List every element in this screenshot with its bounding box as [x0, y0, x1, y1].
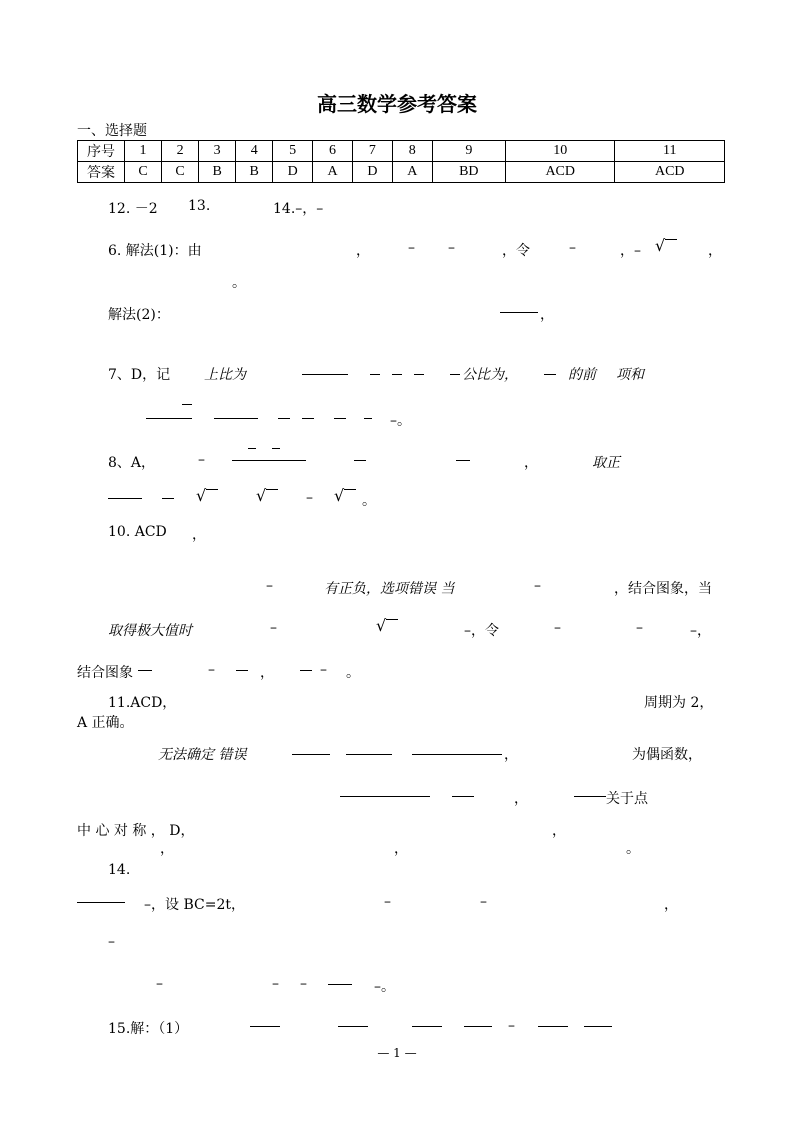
table-cell: 6 — [313, 141, 353, 162]
sqrt-symbol: √ — [196, 486, 218, 505]
text-fragment: ， — [260, 665, 274, 681]
text-fragment: – — [306, 490, 313, 506]
fraction-bar — [182, 404, 192, 405]
text-fragment: – — [480, 894, 487, 910]
text-fragment: ， — [514, 791, 528, 807]
text-fragment: – — [384, 894, 391, 910]
text-fragment: ，令 — [502, 243, 530, 259]
text-fragment: 项和 — [616, 367, 644, 383]
fraction-bar — [108, 498, 142, 499]
fraction-bar — [364, 418, 372, 419]
text-fragment: – — [266, 578, 273, 594]
text-fragment: ， — [552, 823, 566, 839]
section-heading: 一、选择题 — [77, 123, 147, 139]
fraction-bar — [138, 670, 152, 671]
answer-line: 15.解：（1） — [108, 1021, 189, 1037]
fraction-bar — [412, 1026, 442, 1027]
table-cell: 1 — [125, 141, 162, 162]
fraction-bar — [452, 796, 474, 797]
fraction-bar — [544, 374, 556, 375]
table-cell: ACD — [505, 162, 615, 183]
fraction-bar — [214, 418, 258, 419]
fraction-bar — [162, 498, 174, 499]
text-fragment: – — [408, 240, 415, 256]
answer-line: 11.ACD， — [108, 695, 177, 711]
fraction-bar — [334, 418, 346, 419]
table-cell: C — [125, 162, 162, 183]
table-cell: BD — [432, 162, 505, 183]
table-cell: A — [313, 162, 353, 183]
table-cell: 5 — [273, 141, 313, 162]
text-fragment: –，设 BC=2t， — [144, 897, 245, 913]
sqrt-symbol: √ — [334, 486, 356, 505]
fraction-bar — [272, 448, 280, 449]
text-fragment: 。 — [346, 665, 360, 681]
text-fragment: 上比为 — [204, 367, 246, 383]
text-fragment: – — [272, 976, 279, 992]
text-fragment: – — [300, 976, 307, 992]
text-fragment: – — [636, 620, 643, 636]
table-cell: 9 — [432, 141, 505, 162]
text-fragment: 关于点 — [606, 791, 648, 807]
fraction-bar — [464, 1026, 492, 1027]
text-fragment: ， — [708, 243, 722, 259]
table-cell: B — [236, 162, 273, 183]
fraction-bar — [300, 670, 312, 671]
text-fragment: –， — [690, 623, 711, 639]
text-fragment: 无法确定 错误 — [158, 747, 247, 763]
fraction-bar — [292, 754, 330, 755]
fraction-bar — [232, 460, 306, 461]
table-cell: D — [352, 162, 392, 183]
text-fragment: – — [508, 1018, 515, 1034]
answer-line: 7、D，记 — [108, 367, 171, 383]
text-fragment: –，令 — [464, 623, 499, 639]
fraction-bar — [500, 312, 538, 313]
fraction-bar — [340, 796, 430, 797]
text-fragment: 有正负，选项错误 当 — [324, 581, 455, 597]
text-fragment: – — [554, 620, 561, 636]
text-fragment: ，– — [620, 243, 641, 259]
text-fragment: – — [569, 240, 576, 256]
text-fragment: 取正 — [592, 455, 620, 471]
answer-line: 14. — [108, 862, 131, 878]
sqrt-symbol: √ — [655, 236, 677, 255]
text-fragment: 中 心 对 称 ， D， — [77, 823, 195, 839]
page-number: — 1 — — [377, 1046, 417, 1060]
answer-line: 12. －2 — [108, 201, 158, 217]
fraction-bar — [538, 1026, 568, 1027]
fraction-bar — [248, 448, 256, 449]
text-fragment: 的前 — [568, 367, 596, 383]
text-fragment: ， — [524, 455, 538, 471]
table-row — [78, 162, 725, 183]
table-cell: 7 — [352, 141, 392, 162]
sqrt-symbol: √ — [376, 616, 398, 635]
text-fragment: –。 — [374, 979, 395, 995]
sqrt-symbol: √ — [256, 486, 278, 505]
text-fragment: ， — [394, 841, 408, 857]
text-fragment: 。 — [626, 841, 640, 857]
text-fragment: 。 — [232, 275, 246, 291]
table-cell: 4 — [236, 141, 273, 162]
fraction-bar — [250, 1026, 280, 1027]
table-cell: 10 — [505, 141, 615, 162]
text-fragment: – — [156, 976, 163, 992]
text-fragment: ， — [504, 747, 518, 763]
table-cell: 8 — [392, 141, 432, 162]
fraction-bar — [354, 460, 366, 461]
answer-line: 解法(2)： — [108, 307, 170, 323]
text-fragment: 取得极大值时 — [108, 623, 192, 639]
text-fragment: –。 — [390, 413, 411, 429]
text-fragment: – — [208, 662, 215, 678]
fraction-bar — [392, 374, 402, 375]
text-fragment: ， — [356, 243, 370, 259]
answer-line: 14.–，– — [273, 201, 324, 217]
text-fragment: 。 — [362, 493, 376, 509]
table-cell: ACD — [615, 162, 725, 183]
table-cell: 序号 — [78, 141, 125, 162]
fraction-bar — [574, 796, 606, 797]
table-cell: D — [273, 162, 313, 183]
table-cell: 2 — [162, 141, 199, 162]
fraction-bar — [450, 374, 460, 375]
text-fragment: 为偶函数， — [632, 747, 702, 763]
table-cell: B — [199, 162, 236, 183]
fraction-bar — [456, 460, 470, 461]
text-fragment: ，结合图象，当 — [614, 581, 712, 597]
text-fragment: – — [108, 934, 115, 950]
fraction-bar — [302, 374, 348, 375]
fraction-bar — [412, 754, 502, 755]
answer-line: 6. 解法(1)：由 — [108, 243, 202, 259]
text-fragment: – — [270, 620, 277, 636]
fraction-bar — [77, 902, 125, 903]
table-cell: C — [162, 162, 199, 183]
page-title: 高三数学参考答案 — [317, 92, 477, 116]
fraction-bar — [370, 374, 380, 375]
text-fragment: 周期为 2， — [644, 695, 714, 711]
table-cell: A — [392, 162, 432, 183]
answer-line: 13. — [188, 198, 211, 214]
text-fragment: – — [448, 240, 455, 256]
text-fragment: – — [198, 452, 205, 468]
fraction-bar — [146, 418, 192, 419]
fraction-bar — [584, 1026, 612, 1027]
fraction-bar — [302, 418, 314, 419]
text-fragment: 结合图象 — [77, 665, 133, 681]
answer-table — [77, 140, 725, 183]
table-cell: 11 — [615, 141, 725, 162]
text-fragment: ， — [540, 307, 554, 323]
fraction-bar — [338, 1026, 368, 1027]
fraction-bar — [414, 374, 424, 375]
text-fragment: ， — [160, 841, 174, 857]
text-fragment: 公比为， — [462, 367, 518, 383]
table-cell: 3 — [199, 141, 236, 162]
fraction-bar — [328, 984, 352, 985]
text-fragment: ， — [192, 527, 206, 543]
table-row — [78, 141, 725, 162]
answer-line: 8、A， — [108, 455, 156, 471]
text-fragment: – — [320, 662, 327, 678]
fraction-bar — [236, 670, 248, 671]
answer-line: 10. ACD — [108, 524, 167, 540]
fraction-bar — [346, 754, 392, 755]
fraction-bar — [278, 418, 290, 419]
table-cell: 答案 — [78, 162, 125, 183]
text-fragment: A 正确。 — [77, 715, 134, 731]
text-fragment: – — [534, 578, 541, 594]
text-fragment: ， — [664, 897, 678, 913]
